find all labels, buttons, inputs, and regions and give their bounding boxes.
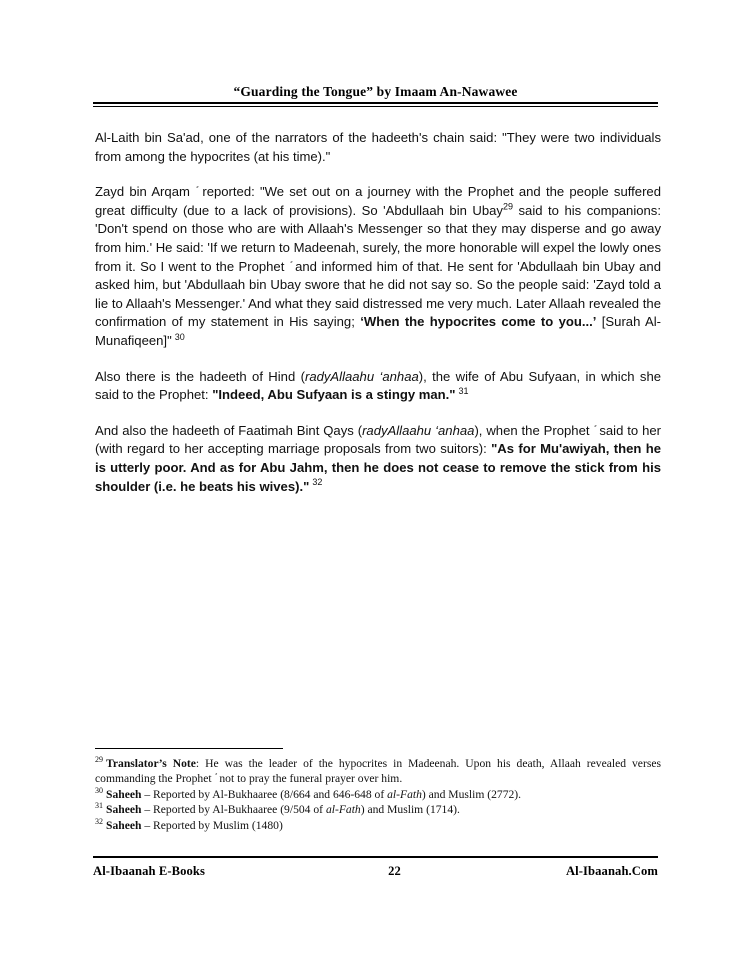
header-rule-thick [93, 102, 658, 104]
emphasis-bold: ‘When the hypocrites come to you...’ [360, 314, 597, 330]
emphasis-italic: al-Fath [325, 803, 361, 817]
header-title: “Guarding the Tongue” by Imaam An-Nawawee [233, 84, 518, 99]
emphasis-bold: Saheeh [106, 803, 142, 817]
footnote-marker: 31 [95, 801, 103, 811]
emphasis-italic: al-Fath [387, 787, 422, 801]
footnote-reference: 32 [312, 477, 323, 488]
footer-publisher: Al-Ibaanah E-Books [93, 863, 206, 878]
emphasis-bold: Saheeh [106, 787, 142, 801]
footer-page-number: 22 [388, 863, 401, 878]
paragraph-faatimah: And also the hadeeth of Faatimah Bint Qays (radyAllaahu ‘anhaa), when the Prophet said to her (with regard to her accepting marriage proposals from two suitors): "As for Mu'awiyah, then he is utterly poor. And as for Abu Jahm, then he does not cease to remove the stick from his shoulder (i.e. he beats his wives)." $^{32}$ [95, 422, 661, 494]
footnote-area [95, 748, 661, 833]
paragraph-zayd-bin-arqam: Zayd bin Arqam reported: "We set out on a journey with the Prophet and the people suffered great difficulty (due to a lack of provisions). So 'Abdullaah bin Ubay$^{29}$ said to his companions: 'Don't spend on those who are with Allaah's Messenger so that they may disperse and go away from him.' He said: 'If we return to Madeenah, surely, the more honorable will expel the lowly ones from it. So I went to the Prophet and informed him of that. He sent for 'Abdullaah bin Ubay and asked him, but 'Abdullaah bin Ubay swore that he did not say so. So the people said: 'Zayd told a lie to Allaah's Messenger.' And what they said distressed me very much. Later Allaah revealed the confirmation of my statement in His saying; ‘When the hypocrites come to you...’ [Surah Al-Munafiqeen]" $^{30}$ [95, 184, 661, 348]
footnote-marker: 32 [95, 816, 103, 826]
emphasis-bold: Saheeh [106, 818, 142, 832]
emphasis-italic: radyAllaahu ‘anhaa [304, 368, 419, 384]
footnote-32: $^{32}$ Saheeh – Reported by Muslim (1480) [95, 816, 283, 832]
emphasis-bold: "As for Mu'awiyah, then he is utterly poor. And as for Abu Jahm, then he does not cease to remove the stick from his shoulder (i.e. he beats his wives)." [95, 441, 661, 494]
footnote-reference: 31 [458, 385, 469, 396]
footnote-marker: 29 [95, 755, 103, 765]
footnote-reference: 29 [502, 201, 513, 212]
page-header [93, 84, 658, 106]
footnote-separator-rule [95, 748, 283, 749]
footnote-30: $^{30}$ Saheeh – Reported by Al-Bukhaaree (8/664 and 646-648 of al-Fath) and Muslim (2772). [95, 785, 522, 801]
emphasis-bold: Translator’s Note [106, 756, 196, 770]
paragraph-al-laith: Al-Laith bin Sa'ad, one of the narrators of the hadeeth's chain said: "They were two individuals from among the hypocrites (at his time)." [95, 130, 661, 164]
footnote-marker: 30 [95, 785, 103, 795]
footnote-31: $^{31}$ Saheeh – Reported by Al-Bukhaaree (9/504 of al-Fath) and Muslim (1714). [95, 801, 460, 817]
page-footer [93, 856, 658, 879]
paragraph-hind: Also there is the hadeeth of Hind (radyAllaahu ‘anhaa), the wife of Abu Sufyaan, in which she said to the Prophet: "Indeed, Abu Sufyaan is a stingy man." $^{31}$ [95, 368, 662, 403]
footer-rule [93, 856, 658, 858]
footer-website: Al-Ibaanah.Com [565, 863, 658, 878]
body-text-area [95, 129, 661, 496]
emphasis-italic: radyAllaahu ‘anhaa [362, 422, 475, 438]
footnote-29: $^{29}$ Translator’s Note: He was the leader of the hypocrites in Madeenah. Upon his death, Allaah revealed verses commanding the Prophet not to pray the funeral prayer over him. [95, 755, 661, 786]
header-rule-thin [93, 106, 658, 107]
emphasis-bold: "Indeed, Abu Sufyaan is a stingy man." [212, 387, 456, 403]
footnote-reference: 30 [174, 331, 185, 342]
